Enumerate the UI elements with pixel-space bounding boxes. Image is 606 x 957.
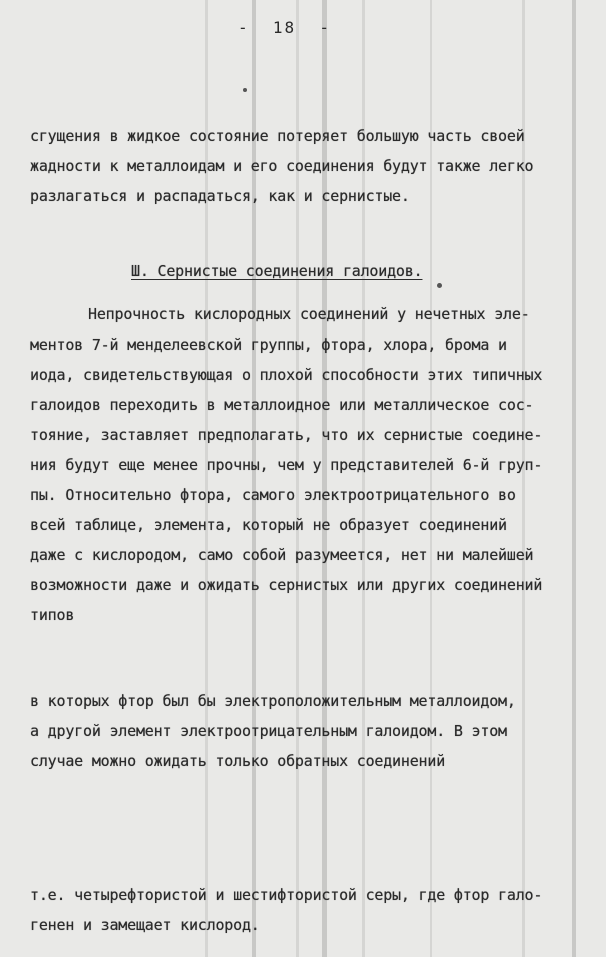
text-line: Непрочность кислородных соединений у нечетных эле- <box>88 305 530 323</box>
text-line: а другой элемент электроотрицательным галоидом. В этом <box>30 722 507 740</box>
text-line: ментов 7-й менделеевской группы, фтора, хлора, брома и <box>30 336 507 354</box>
text-line: пы. Относительно фтора, самого электроотрицательного во <box>30 486 516 504</box>
text-line: типов <box>30 606 75 624</box>
text-line: всей таблице, элемента, который не образует соединений <box>30 516 507 534</box>
text-line: ния будут еще менее прочны, чем у представителей 6-й груп- <box>30 456 543 474</box>
ink-speck <box>243 88 247 92</box>
text-line: случае можно ожидать только обратных соединений <box>30 752 446 770</box>
text-line: т.е. четырефтористой и шестифтористой серы, где фтор гало- <box>30 886 543 904</box>
text-line: жадности к металлоидам и его соединения будут также легко <box>30 157 534 175</box>
section-heading: Ш. Сернистые соединения галоидов. <box>131 262 423 280</box>
ink-speck <box>437 283 442 288</box>
text-line: возможности даже и ожидать сернистых или других соединений <box>30 576 543 594</box>
text-line: разлагаться и распадаться, как и сернистые. <box>30 187 410 205</box>
text-line: генен и замещает кислород. <box>30 916 260 934</box>
text-line: иода, свидетельствующая о плохой способности этих типичных <box>30 366 543 384</box>
text-line: галоидов переходить в металлоидное или металлическое сос- <box>30 396 534 414</box>
text-line: сгущения в жидкое состояние потеряет большую часть своей <box>30 127 525 145</box>
page-number: - 18 - <box>238 18 332 37</box>
scan-streak <box>572 0 576 957</box>
text-line: в которых фтор был бы электроположительным металлоидом, <box>30 692 516 710</box>
text-line: тояние, заставляет предполагать, что их сернистые соедине- <box>30 426 543 444</box>
text-line: даже с кислородом, само собой разумеется, нет ни малейшей <box>30 546 534 564</box>
